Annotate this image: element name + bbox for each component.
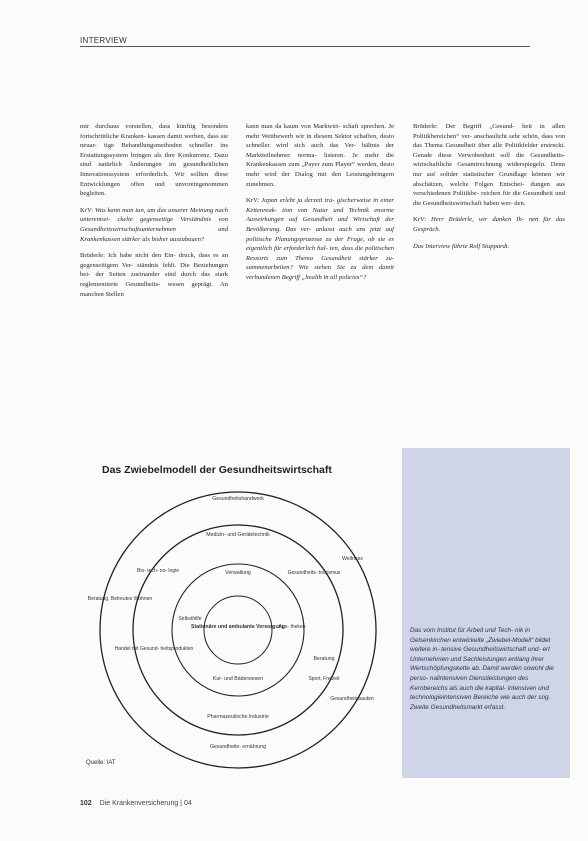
diagram-label: Bio- tech- no- logie [137,568,179,574]
caption-box [402,448,570,778]
question-paragraph [246,196,394,282]
diagram-label: Gesundheits- ernährung [210,744,266,750]
onion-diagram [80,448,402,778]
speaker-label: KrV: [80,206,94,214]
middle-ring [133,525,343,735]
core-ring [204,596,272,664]
text-column-1 [80,122,228,306]
speaker-label: KrV: [246,197,260,205]
text-column-2 [246,122,394,290]
diagram-label: Apo- theken [278,624,306,630]
answer-text: Der Begriff „Gesund- heit in allen Politikbereichen“ ver- anschaulicht sehr schön, dass von das Thema Gesundheit über alle Politikfelder erstreckt. Gerade diese Verwobenheit soll die Gesundheits- wirtschaftliche Gesamtrechnung widerspiegeln. Denn nur auf solider statistischer Grundlage können wir abschätzen, welche Folgen Entschei- dungen aus verschiedenen Politikbe- reichen für die Gesundheit und die Gesundheitswirtschaft haben wer- den. [413,123,565,207]
diagram-label: Gesundheitshandwerk [212,496,264,502]
paragraph: kann man da kaum von Markwirt- schaft sprechen. Je mehr Wettbewerb wir in diesem Sektor schaffen, desto schneller wird sich auch das Ver- hältnis der Marktteilnehmer norma- lisieren. Je mehr die Krankenkassen zum „Payer zum Player“ werden, desto mehr wird der Dialog mit den Leistungsbringern zunehmen. [246,123,394,188]
question-text: Was kann man tun, um das unserer Meinung nach unterentwi- ckelte gegenseitige Verständnis von Gesundheitswirtschaftsunternehmen und Krankenkassen stärker als bisher auszubauen? [80,206,228,243]
answer-text: Ich habe nicht den Ein- druck, dass es an gegenseitigem Ver- ständnis fehlt. Die Beziehungen bei- der Seiten zueinander sind durch das stark reglementierte Gesundheits- wesen geprägt. An manchen Stellen [80,252,228,298]
figure-title: Das Zwiebelmodell der Gesundheitswirtschaft [102,464,332,476]
answer-paragraph [80,251,228,299]
section-header: INTERVIEW [80,36,128,45]
diagram-label: Gesundheits- tourismus [287,570,341,576]
question-text: Herr Brüderle, wir danken Ih- nen für das Gespräch. [413,216,565,233]
speaker-label: KrV: [413,216,427,224]
diagram-label: Wellness [342,556,363,562]
speaker-label: Brüderle: [413,123,438,130]
figure-source: Quelle: IAT [86,760,116,766]
speaker-label: Brüderle: [80,252,105,260]
diagram-label: Handel mit Gesund- heitsprodukten [114,646,194,652]
text-column-3 [413,122,565,258]
question-text: Japan erlebt ja derzeit tra- gischerweise in einer Kettenreak- tion von Natur und Technik enorme Auswirkungen auf Gesundheit und Wirtschaft der Bevölkerung. Das ver- anlasst auch uns jetzt auf politische Planungsprozesse zu der Frage, ob sie es eigentlich für erforderlich hal- ten, dass die politischen Ressorts zum Thema Gesundheit stärker zu- sammenarbeiten? Wie stehen Sie zu dem damit verbundenen Begriff „health in all policies“? [246,197,394,281]
diagram-label: Gesundheitsbauten [330,696,374,702]
answer-paragraph [413,122,565,208]
header-rule [80,46,530,47]
question-paragraph [413,215,565,234]
diagram-label: Sport, Freizeit [308,676,340,682]
diagram-label: Beratung, Betreutes Wohnen [87,596,153,602]
diagram-label: Beratung [313,656,335,662]
diagram-label: Stationäre und ambulante Versorgung [191,624,285,630]
diagram-label: Kur- und Bäderwesen [212,676,264,682]
diagram-label: Verwaltung [225,570,251,576]
diagram-label: Selbsthilfe [178,616,202,622]
onion-model-figure [80,448,570,778]
page-footer [80,800,192,807]
caption-text: Das vom Institut für Arbeit und Tech- nik in Gelsenkirchen entwickelte „Zwiebel-Modell“ bildet weitere in- tensive Gesundheitswirtschaft und- ert Unternehmen und Sachleistungen entlang ihrer Wertschöpfungskette ab. Damit werden sowohl die perso- nalintensiven Dienstleistungen des Kernbereichs als auch die kapital- intensiven und technologieintensiven Bereiche wie auch der sog. Zweite Gesundheitsmarkt erfasst. [410,627,554,711]
diagram-label: Medizin- und Gerätetechnik [206,532,270,538]
paragraph: mir durchaus vorstellen, dass künftig besonders fortschrittliche Kranken- kassen damit werben, dass sie neuar- tige Behandlungsmethoden schneller ins Erstattungssystem bringen als ihre Konkurrenz. Dazu sind natürlich Änderungen im gesundheitlichen Innovationssystem erforderlich. Wir sollten diese Entwicklungen offen und unvoreingenommen begleiten. [80,123,228,198]
question-paragraph [80,206,228,244]
interview-signature: Das Interview führte Rolf Stuppardt. [413,242,510,250]
journal-name: Die Krankenversicherung | 04 [99,800,192,807]
diagram-label: Pharmazeutische Industrie [207,714,269,720]
page-number: 102 [80,800,92,807]
